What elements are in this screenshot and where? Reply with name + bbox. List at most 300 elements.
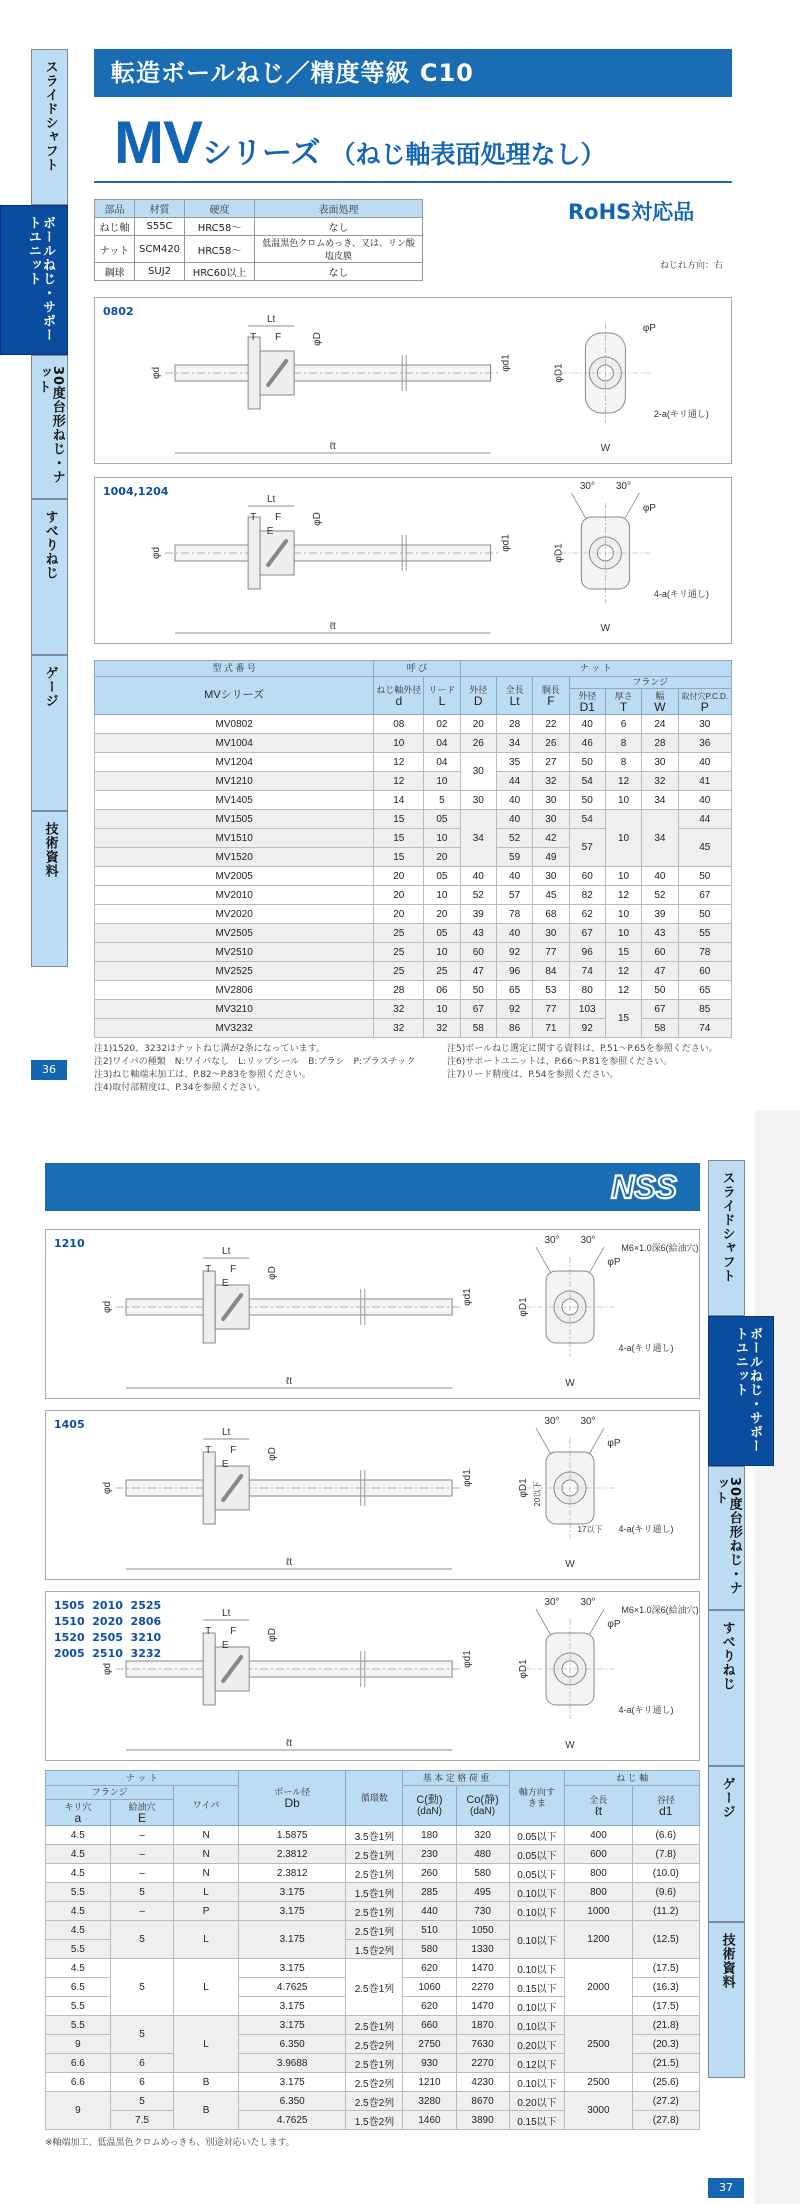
col-header-F — [533, 677, 569, 715]
group-header-flange: フランジ — [46, 1786, 174, 1800]
model-number-cell: MV3210 — [95, 1000, 374, 1019]
col-header-D1 — [569, 689, 605, 715]
value-cell: 78 — [496, 905, 532, 924]
value-cell: – — [110, 1845, 173, 1864]
col-header-circuits: 循環数 — [346, 1771, 403, 1826]
value-cell: 5.5 — [46, 1883, 111, 1902]
value-cell: 4.7625 — [238, 1978, 345, 1997]
model-number-cell: MV1505 — [95, 810, 374, 829]
model-number-cell: MV1004 — [95, 734, 374, 753]
value-cell: 10 — [424, 772, 460, 791]
table-row — [95, 753, 732, 772]
header-unit: (daN) — [416, 1805, 442, 1817]
dimension-label-E: E — [266, 526, 274, 537]
table-row — [46, 2016, 700, 2035]
value-cell: 50 — [569, 753, 605, 772]
oil-hole-callout: M6×1.0深6(給油穴) — [621, 1243, 699, 1253]
table-row — [46, 1902, 700, 1921]
side-tab-ball-screw[interactable]: ボールねじ・サポートユニット — [708, 1316, 774, 1466]
value-cell: 60 — [569, 867, 605, 886]
value-cell: 04 — [424, 734, 460, 753]
group-header-load: 基 本 定 格 荷 重 — [403, 1771, 509, 1786]
dimension-label-lt: ℓt — [286, 1376, 293, 1387]
value-cell: 0.10以下 — [509, 1921, 565, 1959]
dimension-label-W: W — [600, 623, 611, 634]
header-row — [95, 677, 732, 689]
cell: SCM420 — [135, 236, 185, 263]
value-cell: 32 — [374, 1000, 424, 1019]
value-cell: 10 — [374, 734, 424, 753]
value-cell: 4.5 — [46, 1902, 111, 1921]
value-cell: 28 — [374, 981, 424, 1000]
value-cell: 1.5巻2列 — [346, 1940, 403, 1959]
model-number-cell: MV1405 — [95, 791, 374, 810]
value-cell: 5.5 — [46, 1940, 111, 1959]
value-cell: (9.6) — [632, 1883, 699, 1902]
value-cell: 6.6 — [46, 2054, 111, 2073]
col-header-axial-play: 軸方向すきま — [509, 1771, 565, 1826]
dimension-label-d: φd — [102, 1481, 113, 1495]
angle-label: 30° — [580, 1416, 596, 1427]
model-number-cell: MV2020 — [95, 905, 374, 924]
col-header-L — [424, 677, 460, 715]
dimension-label-Lt: Lt — [266, 494, 276, 505]
value-cell: 2500 — [565, 2016, 632, 2073]
value-cell: 25 — [374, 924, 424, 943]
value-cell: 20 — [374, 905, 424, 924]
value-cell: 4.5 — [46, 1826, 111, 1845]
dimension-label-lt: ℓt — [286, 1738, 293, 1749]
dimension-label-E: E — [221, 1640, 229, 1651]
value-cell: 230 — [403, 1845, 456, 1864]
cell: HRC58～ — [185, 218, 255, 236]
value-cell: 0.10以下 — [509, 2016, 565, 2035]
value-cell: 5 — [110, 1883, 173, 1902]
hole-callout: 4-a(キリ通し) — [618, 1343, 674, 1353]
value-cell: 0.12以下 — [509, 2054, 565, 2073]
value-cell: 54 — [569, 772, 605, 791]
header-text: 外径 — [469, 684, 488, 695]
value-cell: 67 — [642, 1000, 678, 1019]
value-cell: 52 — [460, 886, 496, 905]
value-cell: 32 — [533, 772, 569, 791]
group-header-nominal: 呼 び — [374, 661, 460, 677]
shaft — [126, 1661, 452, 1677]
screw-drawing — [95, 298, 733, 465]
value-cell: (17.5) — [632, 1997, 699, 2016]
value-cell: 44 — [496, 772, 532, 791]
value-cell: 30 — [533, 810, 569, 829]
cell: HRC58～ — [185, 236, 255, 263]
value-cell: 1.5875 — [238, 1826, 345, 1845]
table-row — [46, 1883, 700, 1902]
value-cell: 15 — [374, 829, 424, 848]
value-cell: 43 — [460, 924, 496, 943]
table-row — [46, 2073, 700, 2092]
value-cell: 58 — [460, 1019, 496, 1038]
value-cell: (25.6) — [632, 2073, 699, 2092]
dimension-label-D: φD — [312, 332, 324, 346]
note: 注2)ワイパの種類 N:ワイパなし L:リップシール B:ブラシ P:プラスチック — [94, 1057, 416, 1067]
model-number-cell: MV2806 — [95, 981, 374, 1000]
model-number-cell: MV2525 — [95, 962, 374, 981]
dimension-label-Lt: Lt — [266, 314, 276, 325]
angle-label: 30° — [544, 1597, 560, 1608]
value-cell: 8 — [605, 734, 641, 753]
dimension-label-lt: ℓt — [286, 1557, 293, 1568]
value-cell: 8670 — [456, 2092, 509, 2111]
value-cell: 3.9688 — [238, 2054, 345, 2073]
table-row — [46, 2092, 700, 2111]
value-cell: 60 — [460, 943, 496, 962]
series-suffix: シリーズ — [202, 136, 321, 171]
angle-label: 30° — [579, 481, 595, 492]
value-cell: 930 — [403, 2054, 456, 2073]
note: 注4)取付部精度は、P.34を参照ください。 — [94, 1083, 266, 1093]
value-cell: 0.05以下 — [509, 1826, 565, 1845]
value-cell: 34 — [496, 734, 532, 753]
side-tab-slide-screw[interactable]: すべりねじ — [31, 499, 68, 655]
value-cell: 9 — [46, 2035, 111, 2054]
group-header-model: 型 式 番 号 — [95, 661, 374, 677]
value-cell: 14 — [374, 791, 424, 810]
group-header-row — [46, 1771, 700, 1786]
value-cell: 800 — [565, 1883, 632, 1902]
value-cell: 49 — [533, 848, 569, 867]
value-cell: 3000 — [565, 2092, 632, 2130]
dimension-label-T: T — [205, 1626, 212, 1637]
col-header-W — [642, 689, 678, 715]
dimension-label-F: F — [230, 1626, 237, 1637]
dimension-label-D: φD — [267, 1628, 279, 1642]
angle-label: 30° — [544, 1416, 560, 1427]
header-text: MVシリーズ — [204, 689, 265, 701]
oil-hole-callout: M6×1.0深6(給油穴) — [621, 1605, 699, 1615]
model-number-cell: MV1204 — [95, 753, 374, 772]
value-cell: 30 — [533, 924, 569, 943]
header-text: 取付穴P.C.D. — [681, 691, 729, 701]
cell: ナット — [95, 236, 135, 263]
value-cell: 620 — [403, 1959, 456, 1978]
value-cell: 10 — [424, 1000, 460, 1019]
value-cell: 0.10以下 — [509, 1902, 565, 1921]
spec-table-body — [95, 715, 732, 1038]
dimension-label-d: φd — [151, 546, 162, 560]
header-text: ねじ軸外径 — [376, 684, 422, 695]
value-cell: 77 — [533, 1000, 569, 1019]
value-cell: 15 — [374, 810, 424, 829]
table-row — [95, 715, 732, 734]
value-cell: 580 — [456, 1864, 509, 1883]
dimension-label-T: T — [250, 512, 257, 523]
table-row — [95, 886, 732, 905]
value-cell: 92 — [496, 1000, 532, 1019]
header-text: 全長 — [505, 684, 524, 695]
value-cell: 85 — [678, 1000, 731, 1019]
value-cell: 12 — [605, 962, 641, 981]
table-row — [95, 867, 732, 886]
value-cell: 46 — [569, 734, 605, 753]
cell: 低温黒色クロムめっき、又は、リン酸塩皮膜 — [255, 236, 423, 263]
page-number: 36 — [31, 1060, 67, 1080]
value-cell: 34 — [642, 810, 678, 867]
value-cell: 0.20以下 — [509, 2035, 565, 2054]
value-cell: 0.05以下 — [509, 1864, 565, 1883]
value-cell: 9 — [46, 2092, 111, 2130]
value-cell: L — [174, 1959, 239, 2016]
value-cell: 15 — [605, 1000, 641, 1038]
value-cell: 3280 — [403, 2092, 456, 2111]
value-cell: 67 — [460, 1000, 496, 1019]
side-tab-gauge[interactable]: ゲージ — [31, 655, 68, 811]
value-cell: 12 — [605, 981, 641, 1000]
value-cell: 10 — [424, 943, 460, 962]
col-header-Db — [238, 1771, 345, 1826]
col-header-Co — [456, 1786, 509, 1826]
value-cell: 10 — [605, 905, 641, 924]
col-header-series — [95, 677, 374, 715]
cell: SUJ2 — [135, 263, 185, 281]
value-cell: 50 — [460, 981, 496, 1000]
header-text: ボール径 — [274, 1787, 311, 1797]
cell: S55C — [135, 218, 185, 236]
value-cell: 40 — [496, 810, 532, 829]
materials-table — [94, 199, 423, 281]
side-tab-slide-shaft[interactable]: スライドシャフト — [31, 49, 68, 205]
nss-logo — [596, 1167, 692, 1207]
col-header: 材質 — [135, 200, 185, 218]
value-cell: (12.5) — [632, 1921, 699, 1959]
col-header-Lt — [496, 677, 532, 715]
value-cell: 80 — [569, 981, 605, 1000]
screw-drawing — [95, 478, 733, 645]
value-cell: 6.5 — [46, 1978, 111, 1997]
side-tab-ball-screw[interactable]: ボールねじ・サポートユニット — [0, 205, 68, 355]
value-cell: 77 — [533, 943, 569, 962]
table-row — [46, 1864, 700, 1883]
value-cell: 4.5 — [46, 1921, 111, 1940]
side-tab-gauge[interactable]: ゲージ — [708, 1766, 745, 1922]
value-cell: 92 — [496, 943, 532, 962]
nut-flange — [203, 1452, 215, 1524]
value-cell: 30 — [533, 791, 569, 810]
table-row — [95, 236, 423, 263]
col-header: 硬度 — [185, 200, 255, 218]
value-cell: 3.175 — [238, 1902, 345, 1921]
side-tab-technical-data[interactable]: 技術資料 — [31, 811, 68, 967]
shaft — [126, 1299, 452, 1315]
value-cell: 05 — [424, 924, 460, 943]
value-cell: 8 — [605, 753, 641, 772]
value-cell: 20 — [374, 886, 424, 905]
value-cell: 260 — [403, 1864, 456, 1883]
value-cell: 12 — [374, 772, 424, 791]
value-cell: 65 — [678, 981, 731, 1000]
col-header-T — [605, 689, 641, 715]
value-cell: 44 — [678, 810, 731, 829]
side-tab-technical-data[interactable]: 技術資料 — [708, 1922, 745, 2078]
col-header-d1 — [632, 1786, 699, 1826]
header-text: キリ穴 — [64, 1801, 92, 1812]
value-cell: 96 — [496, 962, 532, 981]
diagram-label: 1004,1204 — [103, 485, 169, 498]
dimension-label-P: φP — [607, 1257, 621, 1268]
header-text: 胴長 — [541, 684, 560, 695]
value-cell: 580 — [403, 1940, 456, 1959]
col-header-wiper: ワイパ — [174, 1786, 239, 1826]
dimension-diagram-1210 — [45, 1229, 700, 1399]
dimension-label-W: W — [565, 1559, 575, 1570]
dimension-label-D1: φD1 — [518, 1297, 529, 1317]
value-cell: 800 — [565, 1864, 632, 1883]
series-name: MV — [114, 109, 202, 176]
value-cell: 47 — [642, 962, 678, 981]
value-cell: 84 — [533, 962, 569, 981]
notes-right — [447, 1043, 718, 1082]
value-cell: 1330 — [456, 1940, 509, 1959]
value-cell: 10 — [605, 810, 641, 867]
side-tab-slide-screw[interactable]: すべりねじ — [708, 1610, 745, 1766]
col-header-C — [403, 1786, 456, 1826]
value-cell: 2.5巻2列 — [346, 2092, 403, 2111]
side-tab-trapezoidal-screw[interactable]: 30度台形ねじ・ナット — [31, 355, 68, 499]
value-cell: 40 — [496, 924, 532, 943]
value-cell: 0.10以下 — [509, 1883, 565, 1902]
value-cell: 3.175 — [238, 2073, 345, 2092]
value-cell: 36 — [678, 734, 731, 753]
value-cell: (27.8) — [632, 2111, 699, 2130]
value-cell: 52 — [642, 886, 678, 905]
note: 注1)1520、3232はナットねじ溝が2条になっています。 — [94, 1044, 325, 1054]
value-cell: 20 — [424, 848, 460, 867]
dimension-label-Lt: Lt — [222, 1246, 231, 1257]
value-cell: 40 — [678, 753, 731, 772]
dimension-label-lt: ℓt — [329, 441, 336, 452]
series-title — [114, 108, 606, 177]
value-cell: 1460 — [403, 2111, 456, 2130]
value-cell: 96 — [569, 943, 605, 962]
table-header-row — [95, 200, 423, 218]
value-cell: 06 — [424, 981, 460, 1000]
value-cell: 02 — [424, 715, 460, 734]
notes-left — [94, 1043, 415, 1095]
value-cell: 1200 — [565, 1921, 632, 1959]
col-header-E — [110, 1800, 173, 1826]
hole-callout: 4-a(キリ通し) — [618, 1705, 674, 1715]
model-number-cell: MV1210 — [95, 772, 374, 791]
value-cell: 180 — [403, 1826, 456, 1845]
value-cell: 10 — [605, 791, 641, 810]
header-text: 幅 — [655, 690, 665, 701]
value-cell: 620 — [403, 1997, 456, 2016]
col-header-D — [460, 677, 496, 715]
value-cell: 400 — [565, 1826, 632, 1845]
value-cell: 86 — [496, 1019, 532, 1038]
dimension-label-D1: φD1 — [518, 1659, 529, 1679]
shaft — [126, 1480, 452, 1496]
value-cell: 30 — [460, 791, 496, 810]
value-cell: 50 — [678, 867, 731, 886]
header-text: 厚さ — [614, 690, 633, 701]
value-cell: 47 — [460, 962, 496, 981]
value-cell: 12 — [605, 772, 641, 791]
value-cell: 495 — [456, 1883, 509, 1902]
value-cell: 510 — [403, 1921, 456, 1940]
dimension-label-d: φd — [102, 1300, 113, 1314]
value-cell: 57 — [569, 829, 605, 867]
side-tab-trapezoidal-screw[interactable]: 30度台形ねじ・ナット — [708, 1466, 745, 1610]
value-cell: 600 — [565, 1845, 632, 1864]
side-tab-slide-shaft[interactable]: スライドシャフト — [708, 1160, 745, 1316]
rohs-badge: RoHS対応品 — [568, 200, 695, 224]
value-cell: 20 — [374, 867, 424, 886]
dimension-label-D1: φD1 — [553, 543, 565, 563]
value-cell: (11.2) — [632, 1902, 699, 1921]
value-cell: 12 — [605, 886, 641, 905]
header-symbol: F — [547, 693, 555, 708]
value-cell: (7.8) — [632, 1845, 699, 1864]
value-cell: 5 — [110, 1921, 173, 1959]
header-symbol: Db — [284, 1796, 300, 1810]
note: 注6)サポートユニットは、P.66～P.81を参照ください。 — [447, 1057, 673, 1067]
value-cell: 2000 — [565, 1959, 632, 2016]
value-cell: 20 — [424, 905, 460, 924]
dimension-label-d1: φd1 — [462, 1469, 474, 1487]
angle-label: 30° — [580, 1235, 596, 1246]
value-cell: (21.5) — [632, 2054, 699, 2073]
value-cell: 24 — [642, 715, 678, 734]
value-cell: 92 — [569, 1019, 605, 1038]
value-cell: 10 — [424, 886, 460, 905]
value-cell: 40 — [460, 867, 496, 886]
cell: ねじ軸 — [95, 218, 135, 236]
angle-label: 30° — [580, 1597, 596, 1608]
value-cell: 40 — [569, 715, 605, 734]
model-number-cell: MV2010 — [95, 886, 374, 905]
table-row — [95, 263, 423, 281]
value-cell: 22 — [533, 715, 569, 734]
value-cell: 5 — [110, 2016, 173, 2054]
value-cell: 2.5巻1列 — [346, 1902, 403, 1921]
value-cell: 25 — [424, 962, 460, 981]
value-cell: 6 — [110, 2073, 173, 2092]
value-cell: B — [174, 2092, 239, 2130]
value-cell: 30 — [642, 753, 678, 772]
table-row — [46, 1845, 700, 1864]
value-cell: 5.5 — [46, 2016, 111, 2035]
value-cell: 71 — [533, 1019, 569, 1038]
value-cell: 5 — [110, 1959, 173, 2016]
header-text: 全長 — [589, 1794, 608, 1805]
group-header-flange: フランジ — [569, 677, 731, 689]
dimension-label-W: W — [565, 1740, 575, 1751]
value-cell: 2500 — [565, 2073, 632, 2092]
value-cell: 5.5 — [46, 1997, 111, 2016]
value-cell: 45 — [678, 829, 731, 867]
cell: HRC60以上 — [185, 263, 255, 281]
dimension-label-T: T — [205, 1445, 212, 1456]
value-cell: 57 — [496, 886, 532, 905]
note: 注3)ねじ軸端末加工は、P.82～P.83を参照ください。 — [94, 1070, 311, 1080]
table-row — [95, 734, 732, 753]
note: 注5)ボールねじ選定に関する資料は、P.51～P.65を参照ください。 — [447, 1044, 718, 1054]
value-cell: 45 — [533, 886, 569, 905]
footnote: ※軸端加工、低温黒色クロムめっきも、別途対応いたします。 — [45, 2138, 295, 2148]
value-cell: 78 — [678, 943, 731, 962]
model-number-cell: MV2510 — [95, 943, 374, 962]
value-cell: 1050 — [456, 1921, 509, 1940]
hole-callout: 4-a(キリ通し) — [618, 1524, 674, 1534]
